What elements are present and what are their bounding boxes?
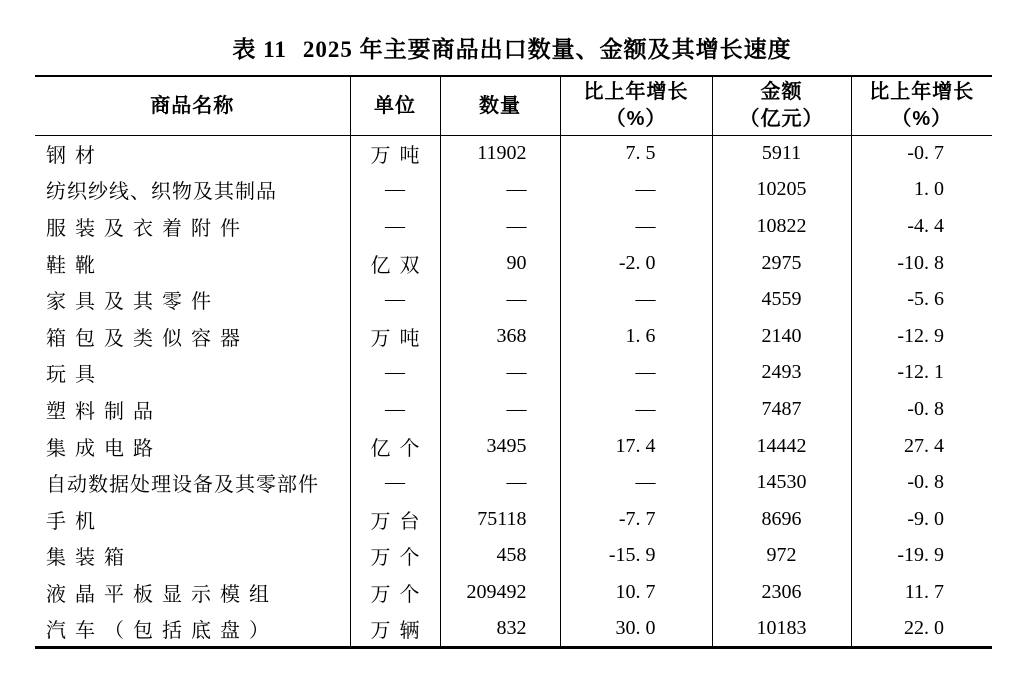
cell-quantity: 368 [440, 318, 560, 355]
table-row [35, 172, 992, 209]
table-row [35, 135, 992, 172]
table-row [35, 464, 992, 501]
table-row [35, 245, 992, 282]
header-amount: 金额 （亿元） [712, 76, 851, 135]
cell-amount: 2306 [712, 574, 851, 611]
cell-amount: 972 [712, 538, 851, 575]
cell-unit: — [350, 281, 440, 318]
cell-unit: 万辆 [350, 611, 440, 648]
cell-amount: 14530 [712, 464, 851, 501]
cell-quantity: 3495 [440, 428, 560, 465]
table-row [35, 538, 992, 575]
cell-name: 服装及衣着附件 [46, 217, 249, 240]
table-title [0, 31, 1024, 64]
cell-name: 家具及其零件 [46, 291, 220, 314]
cell-amt-growth: 22. 0 [851, 611, 992, 648]
cell-qty-growth: -2. 0 [560, 245, 712, 282]
table-row [35, 391, 992, 428]
cell-amount: 2140 [712, 318, 851, 355]
cell-amt-growth: -12. 9 [851, 318, 992, 355]
header-quantity-growth: 比上年增长 （%） [560, 76, 712, 135]
table-body [35, 135, 992, 647]
cell-unit: 亿双 [350, 245, 440, 282]
cell-qty-growth: 30. 0 [560, 611, 712, 648]
cell-qty-growth: — [560, 391, 712, 428]
cell-qty-growth: — [560, 355, 712, 392]
table-number: 表 11 [232, 37, 287, 62]
cell-quantity: 209492 [440, 574, 560, 611]
cell-unit: 万台 [350, 501, 440, 538]
cell-amt-growth: -4. 4 [851, 208, 992, 245]
cell-amt-growth: -9. 0 [851, 501, 992, 538]
cell-amt-growth: -0. 8 [851, 391, 992, 428]
table-row [35, 318, 992, 355]
cell-amount: 2493 [712, 355, 851, 392]
cell-unit: — [350, 391, 440, 428]
cell-name: 箱包及类似容器 [46, 327, 249, 350]
cell-qty-growth: -7. 7 [560, 501, 712, 538]
cell-quantity: — [440, 355, 560, 392]
table-title-text: 2025 年主要商品出口数量、金额及其增长速度 [302, 37, 792, 62]
cell-unit: 万个 [350, 574, 440, 611]
cell-qty-growth: -15. 9 [560, 538, 712, 575]
cell-amt-growth: -5. 6 [851, 281, 992, 318]
cell-name: 鞋靴 [46, 254, 104, 277]
cell-amount: 14442 [712, 428, 851, 465]
cell-amount: 2975 [712, 245, 851, 282]
cell-amt-growth: -0. 8 [851, 464, 992, 501]
table-row [35, 355, 992, 392]
cell-quantity: — [440, 208, 560, 245]
cell-name: 纺织纱线、织物及其制品 [46, 181, 277, 204]
table-row [35, 574, 992, 611]
cell-qty-growth: — [560, 172, 712, 209]
cell-name: 手机 [46, 510, 104, 533]
cell-quantity: — [440, 281, 560, 318]
cell-amt-growth: 1. 0 [851, 172, 992, 209]
cell-amount: 8696 [712, 501, 851, 538]
cell-quantity: 75118 [440, 501, 560, 538]
table-row [35, 281, 992, 318]
cell-unit: — [350, 208, 440, 245]
cell-amount: 10183 [712, 611, 851, 648]
table-row [35, 428, 992, 465]
cell-amt-growth: -10. 8 [851, 245, 992, 282]
cell-amt-growth: -0. 7 [851, 135, 992, 172]
cell-name: 自动数据处理设备及其零部件 [46, 474, 319, 497]
header-unit: 单位 [350, 76, 440, 135]
cell-qty-growth: — [560, 281, 712, 318]
cell-name: 玩具 [46, 364, 104, 387]
cell-amount: 5911 [712, 135, 851, 172]
cell-amt-growth: -12. 1 [851, 355, 992, 392]
export-commodities-table [35, 75, 992, 649]
cell-qty-growth: 1. 6 [560, 318, 712, 355]
table-row [35, 611, 992, 648]
header-commodity-name: 商品名称 [35, 76, 350, 135]
cell-amt-growth: 11. 7 [851, 574, 992, 611]
cell-unit: 万个 [350, 538, 440, 575]
cell-quantity: 11902 [440, 135, 560, 172]
cell-name: 集成电路 [46, 437, 162, 460]
cell-amt-growth: -19. 9 [851, 538, 992, 575]
table-header [35, 76, 992, 135]
table-row [35, 208, 992, 245]
cell-qty-growth: 17. 4 [560, 428, 712, 465]
header-row [35, 76, 992, 135]
cell-name: 钢材 [46, 145, 104, 168]
cell-quantity: 832 [440, 611, 560, 648]
cell-amount: 7487 [712, 391, 851, 428]
cell-quantity: — [440, 391, 560, 428]
cell-amount: 4559 [712, 281, 851, 318]
cell-unit: 万吨 [350, 318, 440, 355]
header-quantity: 数量 [440, 76, 560, 135]
cell-amount: 10822 [712, 208, 851, 245]
cell-amt-growth: 27. 4 [851, 428, 992, 465]
cell-unit: — [350, 172, 440, 209]
cell-qty-growth: — [560, 208, 712, 245]
cell-quantity: 458 [440, 538, 560, 575]
cell-unit: 万吨 [350, 135, 440, 172]
cell-quantity: — [440, 464, 560, 501]
cell-name: 汽车（包括底盘） [46, 619, 278, 642]
cell-unit: 亿个 [350, 428, 440, 465]
cell-name: 集装箱 [46, 547, 133, 570]
cell-qty-growth: — [560, 464, 712, 501]
table-row [35, 501, 992, 538]
cell-unit: — [350, 355, 440, 392]
cell-amount: 10205 [712, 172, 851, 209]
cell-name: 液晶平板显示模组 [46, 583, 278, 606]
cell-qty-growth: 10. 7 [560, 574, 712, 611]
cell-name: 塑料制品 [46, 400, 162, 423]
cell-qty-growth: 7. 5 [560, 135, 712, 172]
cell-quantity: — [440, 172, 560, 209]
cell-quantity: 90 [440, 245, 560, 282]
cell-unit: — [350, 464, 440, 501]
header-amount-growth: 比上年增长 （%） [851, 76, 992, 135]
